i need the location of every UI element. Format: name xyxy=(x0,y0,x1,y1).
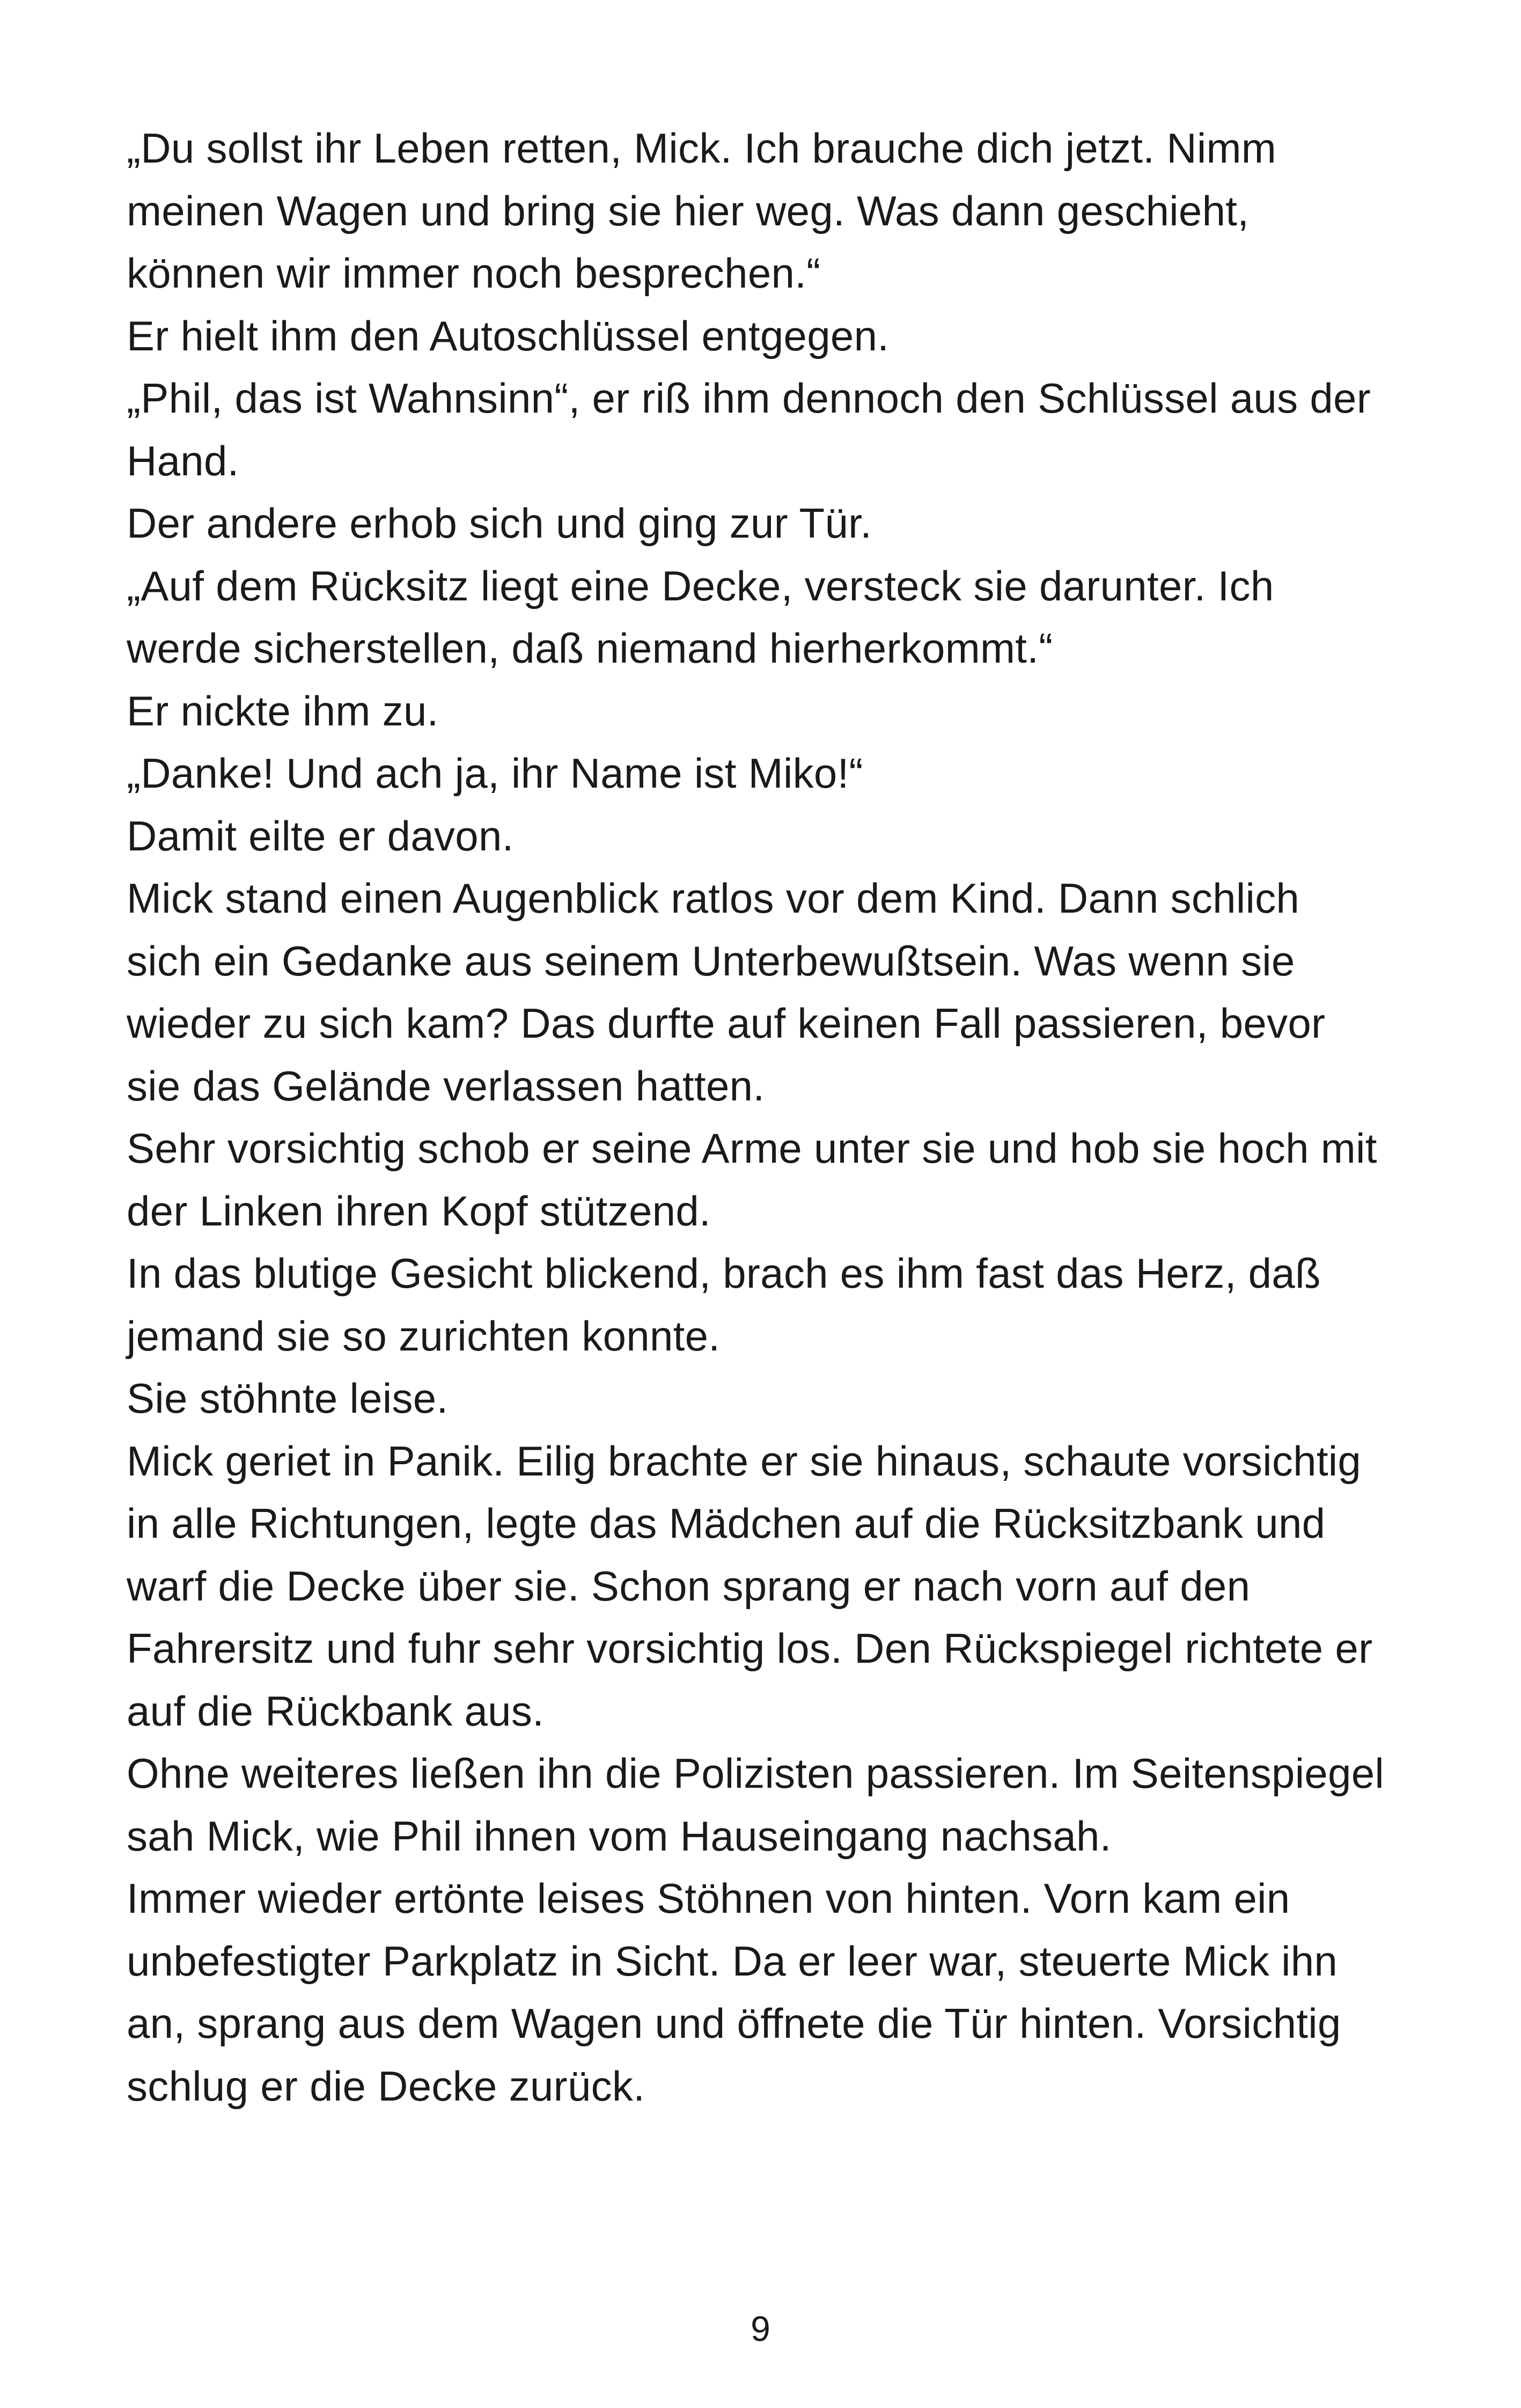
text-line: „Auf dem Rücksitz liegt eine Decke, versteck sie darunter. Ich xyxy=(127,562,1274,610)
text-line: Der andere erhob sich und ging zur Tür. xyxy=(127,500,872,547)
text-line: Er nickte ihm zu. xyxy=(127,687,439,735)
text-line: in alle Richtungen, legte das Mädchen auf die Rücksitzbank und xyxy=(127,1500,1326,1547)
text-line: Damit eilte er davon. xyxy=(127,812,514,860)
text-line: Sie stöhnte leise. xyxy=(127,1375,449,1422)
text-line: können wir immer noch besprechen.“ xyxy=(127,249,821,297)
text-line: Ohne weiteres ließen ihn die Polizisten passieren. Im Seitenspiegel xyxy=(127,1750,1385,1797)
text-line: wieder zu sich kam? Das durfte auf keinen Fall passieren, bevor xyxy=(127,1000,1326,1047)
text-line: auf die Rückbank aus. xyxy=(127,1687,545,1735)
page-number: 9 xyxy=(751,2309,770,2348)
text-line: sie das Gelände verlassen hatten. xyxy=(127,1062,765,1110)
text-line: „Danke! Und ach ja, ihr Name ist Miko!“ xyxy=(127,750,863,797)
text-line: an, sprang aus dem Wagen und öffnete die Tür hinten. Vorsichtig xyxy=(127,2000,1341,2047)
text-line: warf die Decke über sie. Schon sprang er nach vorn auf den xyxy=(127,1562,1251,1610)
body-text xyxy=(127,117,1414,2117)
text-line: Mick geriet in Panik. Eilig brachte er sie hinaus, schaute vorsichtig xyxy=(127,1437,1362,1485)
text-line: der Linken ihren Kopf stützend. xyxy=(127,1187,711,1235)
text-line: In das blutige Gesicht blickend, brach es ihm fast das Herz, daß xyxy=(127,1250,1321,1297)
text-line: „Phil, das ist Wahnsinn“, er riß ihm dennoch den Schlüssel aus der xyxy=(127,375,1371,422)
text-line: Mick stand einen Augenblick ratlos vor dem Kind. Dann schlich xyxy=(127,875,1300,922)
text-line: werde sicherstellen, daß niemand hierherkommt.“ xyxy=(127,625,1053,672)
text-line: jemand sie so zurichten konnte. xyxy=(127,1312,721,1360)
text-line: Sehr vorsichtig schob er seine Arme unter sie und hob sie hoch mit xyxy=(127,1125,1377,1172)
text-line: unbefestigter Parkplatz in Sicht. Da er leer war, steuerte Mick ihn xyxy=(127,1937,1338,1985)
text-line: schlug er die Decke zurück. xyxy=(127,2062,645,2110)
text-line: Fahrersitz und fuhr sehr vorsichtig los. Den Rückspiegel richtete er xyxy=(127,1625,1373,1672)
text-line: Hand. xyxy=(127,437,239,484)
text-line: Immer wieder ertönte leises Stöhnen von hinten. Vorn kam ein xyxy=(127,1875,1290,1922)
text-line: meinen Wagen und bring sie hier weg. Was dann geschieht, xyxy=(127,187,1250,234)
text-line: sich ein Gedanke aus seinem Unterbewußtsein. Was wenn sie xyxy=(127,937,1295,985)
text-line: sah Mick, wie Phil ihnen vom Hauseingang nachsah. xyxy=(127,1812,1112,1860)
text-line: „Du sollst ihr Leben retten, Mick. Ich brauche dich jetzt. Nimm xyxy=(127,124,1277,172)
text-line: Er hielt ihm den Autoschlüssel entgegen. xyxy=(127,312,890,359)
